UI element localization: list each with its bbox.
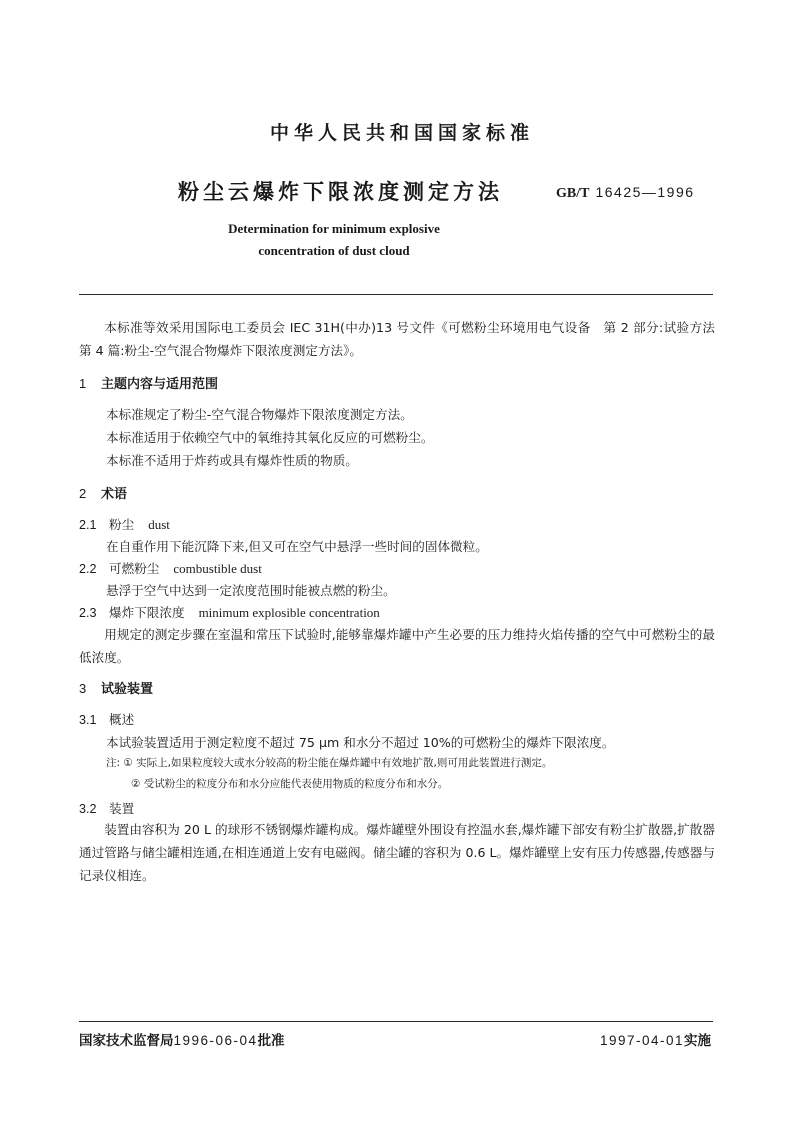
standard-category: 中华人民共和国国家标准 [269, 122, 534, 144]
subsection-number: 3.2 [79, 802, 97, 816]
effective-info [600, 1029, 711, 1049]
standard-prefix: GB/T [556, 186, 590, 201]
effective-date: 1997-04-01 [599, 1033, 684, 1048]
issuer: 国家技术监督局 [79, 1033, 174, 1049]
section-1-paragraph-2: 本标准适用于依赖空气中的氧维持其氧化反应的可燃粉尘。 [106, 430, 434, 445]
subsection-title: 概述 [109, 712, 135, 727]
standard-code: 16425—1996 [595, 184, 695, 200]
term-cn: 爆炸下限浓度 [109, 605, 185, 620]
term-cn: 可燃粉尘 [109, 561, 160, 576]
section-number: 1 [79, 376, 87, 391]
effective-label: 实施 [684, 1033, 711, 1049]
footer-divider [79, 1021, 713, 1022]
term-2-2-definition: 悬浮于空气中达到一定浓度范围时能被点燃的粉尘。 [106, 583, 396, 598]
subsection-3-1-text: 本试验装置适用于测定粒度不超过 75 μm 和水分不超过 10%的可燃粉尘的爆炸下限浓度。 [106, 735, 615, 750]
note-1 [106, 755, 552, 770]
subsection-title: 装置 [109, 801, 135, 816]
term-number: 2.3 [79, 606, 97, 620]
subsection-number: 3.1 [79, 713, 97, 727]
term-2-2-heading [79, 557, 262, 581]
section-3-heading [79, 678, 153, 697]
section-2-heading [79, 483, 127, 502]
term-en: combustible dust [173, 561, 262, 576]
term-2-1-definition: 在自重作用下能沉降下来,但又可在空气中悬浮一些时间的固体微粒。 [106, 539, 488, 554]
term-2-3-heading [79, 601, 380, 625]
section-number: 3 [79, 681, 87, 696]
note-2 [131, 776, 448, 791]
term-2-1-heading [79, 513, 170, 537]
header-divider [79, 294, 713, 295]
term-number: 2.2 [79, 562, 97, 576]
section-title: 术语 [101, 487, 128, 502]
term-number: 2.1 [79, 518, 97, 532]
note-1-text: ① 实际上,如果粒度较大或水分较高的粉尘能在爆炸罐中有效地扩散,则可用此装置进行测定。 [123, 757, 553, 769]
term-2-3-definition: 用规定的测定步骤在室温和常压下试验时,能够靠爆炸罐中产生必要的压力维持火焰传播的空气中可燃粉尘的最低浓度。 [79, 627, 715, 665]
section-1-paragraph-1: 本标准规定了粉尘-空气混合物爆炸下限浓度测定方法。 [106, 407, 413, 422]
intro-paragraph: 本标准等效采用国际电工委员会 IEC 31H(中办)13 号文件《可燃粉尘环境用电气设备 第 2 部分:试验方法 第 4 篇:粉尘-空气混合物爆炸下限浓度测定方法》。 [79, 320, 728, 358]
approval-info [79, 1029, 285, 1049]
term-en: minimum explosible concentration [198, 605, 380, 620]
term-cn: 粉尘 [109, 517, 135, 532]
section-1-paragraph-3: 本标准不适用于炸药或具有爆炸性质的物质。 [106, 453, 358, 468]
note-label: 注: [106, 757, 121, 769]
standard-number [556, 184, 695, 202]
section-number: 2 [79, 486, 87, 501]
document-title-en-line2: concentration of dust cloud [258, 243, 410, 258]
approval-date: 1996-06-04 [173, 1033, 258, 1048]
section-title: 试验装置 [101, 682, 154, 697]
term-en: dust [148, 517, 170, 532]
subsection-3-2-text: 装置由容积为 20 L 的球形不锈钢爆炸罐构成。爆炸罐壁外围设有控温水套,爆炸罐下部安有粉尘扩散器,扩散器通过管路与储尘罐相连通,在相连通道上安有电磁阀。储尘罐的容积为 0.6 L。爆炸罐壁上安有压力传感器,传感器与记录仪相连。 [79, 822, 715, 883]
approval-label: 批准 [257, 1033, 285, 1049]
document-title-cn: 粉尘云爆炸下限浓度测定方法 [178, 180, 503, 204]
document-title-en-line1: Determination for minimum explosive [228, 221, 440, 236]
subsection-3-1-heading [79, 708, 134, 732]
note-2-text: ② 受试粉尘的粒度分布和水分应能代表使用物质的粒度分布和水分。 [131, 778, 449, 790]
section-1-heading [79, 373, 218, 392]
section-title: 主题内容与适用范围 [101, 377, 219, 392]
